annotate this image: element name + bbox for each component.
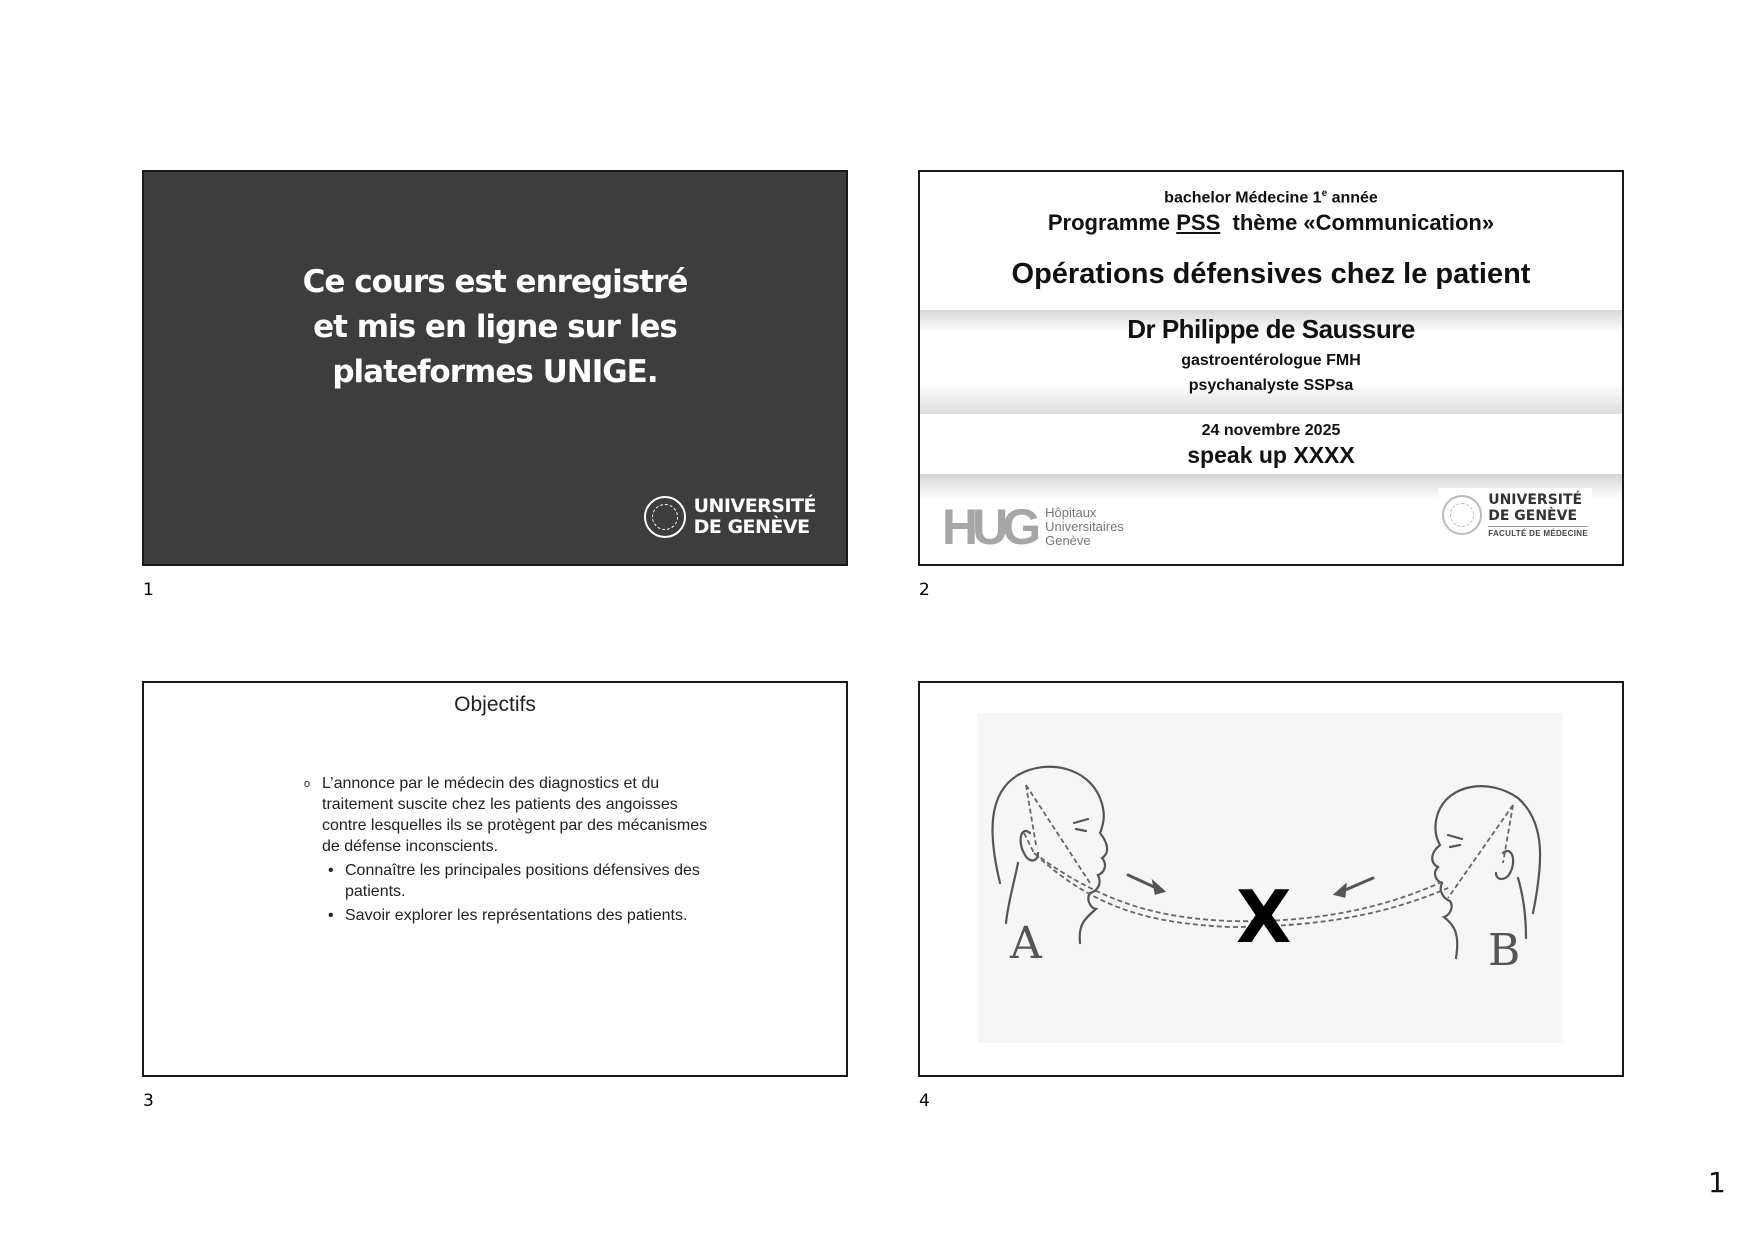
- faculty-name: FACULTÉ DE MÉDECINE: [1488, 526, 1588, 538]
- slide-3-objectives: [142, 681, 848, 1077]
- title-section: [920, 172, 1622, 310]
- cross-mark-icon: X: [1236, 875, 1292, 959]
- slide-4-communication-figure: [918, 681, 1624, 1077]
- hug-line-2: Universitaires: [1045, 519, 1124, 534]
- unige-line-1: UNIVERSITÉ: [1488, 492, 1583, 508]
- bullet-text: Connaître les principales positions défensives des patients.: [345, 862, 700, 900]
- list-item: [304, 860, 724, 902]
- list-item: [304, 905, 724, 926]
- university-seal-icon: [644, 496, 686, 538]
- course-text: bachelor Médecine 1: [1164, 189, 1322, 207]
- dot-bullet-icon: •: [328, 907, 334, 924]
- course-line: [920, 188, 1622, 207]
- presentation-title: Opérations défensives chez le patient: [1011, 258, 1531, 290]
- course-suffix: année: [1327, 189, 1378, 207]
- date-section: [920, 414, 1622, 474]
- course-superscript: e: [1321, 188, 1328, 199]
- unige-faculty-logo: [1438, 488, 1592, 542]
- bullet-text: L’annonce par le médecin des diagnostics et du traitement suscite chez les patients des angoisses contre lesquelles ils se protègent par des mécanismes de défense inconscients.: [322, 775, 708, 855]
- hug-logo: [942, 499, 1124, 555]
- dot-bullet-icon: •: [328, 862, 334, 879]
- bullet-text: Savoir explorer les représentations des patients.: [345, 907, 688, 924]
- venue: speak up XXXX: [1187, 442, 1355, 468]
- label-a: A: [1010, 918, 1042, 969]
- programme-theme: thème «Communication»: [1220, 210, 1495, 235]
- circle-bullet-icon: o: [304, 778, 311, 790]
- communication-illustration: [978, 713, 1563, 1043]
- label-b: B: [1488, 925, 1521, 976]
- hug-line-1: Hôpitaux: [1045, 505, 1097, 520]
- slide-number-label: 2: [919, 580, 930, 600]
- logo-line-2: DE GENÈVE: [693, 516, 810, 538]
- university-seal-icon: [1442, 495, 1482, 535]
- speaker-role-2: psychanalyste SSPsa: [1188, 377, 1354, 394]
- page-number: 1: [1708, 1166, 1726, 1199]
- hug-mark-icon: HUG: [942, 499, 1036, 555]
- presentation-date: 24 novembre 2025: [1201, 422, 1341, 439]
- hug-line-3: Genève: [1045, 533, 1091, 548]
- programme-line: [920, 210, 1622, 236]
- slide-2-title: [918, 170, 1624, 566]
- programme-prefix: Programme: [1047, 210, 1177, 235]
- notice-line-2: et mis en ligne sur les: [313, 309, 677, 345]
- notice-line-3: plateformes UNIGE.: [332, 354, 658, 390]
- notice-line-1: Ce cours est enregistré: [302, 264, 688, 300]
- slide-title: Objectifs: [454, 693, 536, 716]
- recording-notice-text: [144, 260, 846, 395]
- logos-footer: [920, 474, 1622, 564]
- slide-1-recording-notice: [142, 170, 848, 566]
- unige-line-2: DE GENÈVE: [1488, 508, 1578, 524]
- speaker-section: [920, 310, 1622, 414]
- logo-line-1: UNIVERSITÉ: [693, 495, 816, 517]
- unige-logo: [644, 496, 816, 538]
- objectives-list: [304, 773, 724, 926]
- slide-number-label: 4: [919, 1091, 930, 1111]
- speaker-role-1: gastroentérologue FMH: [1181, 352, 1361, 369]
- speaker-name: Dr Philippe de Saussure: [1127, 314, 1415, 344]
- slide-number-label: 1: [143, 580, 154, 600]
- programme-code: PSS: [1176, 210, 1221, 235]
- slide-number-label: 3: [143, 1091, 154, 1111]
- list-item: [304, 773, 724, 857]
